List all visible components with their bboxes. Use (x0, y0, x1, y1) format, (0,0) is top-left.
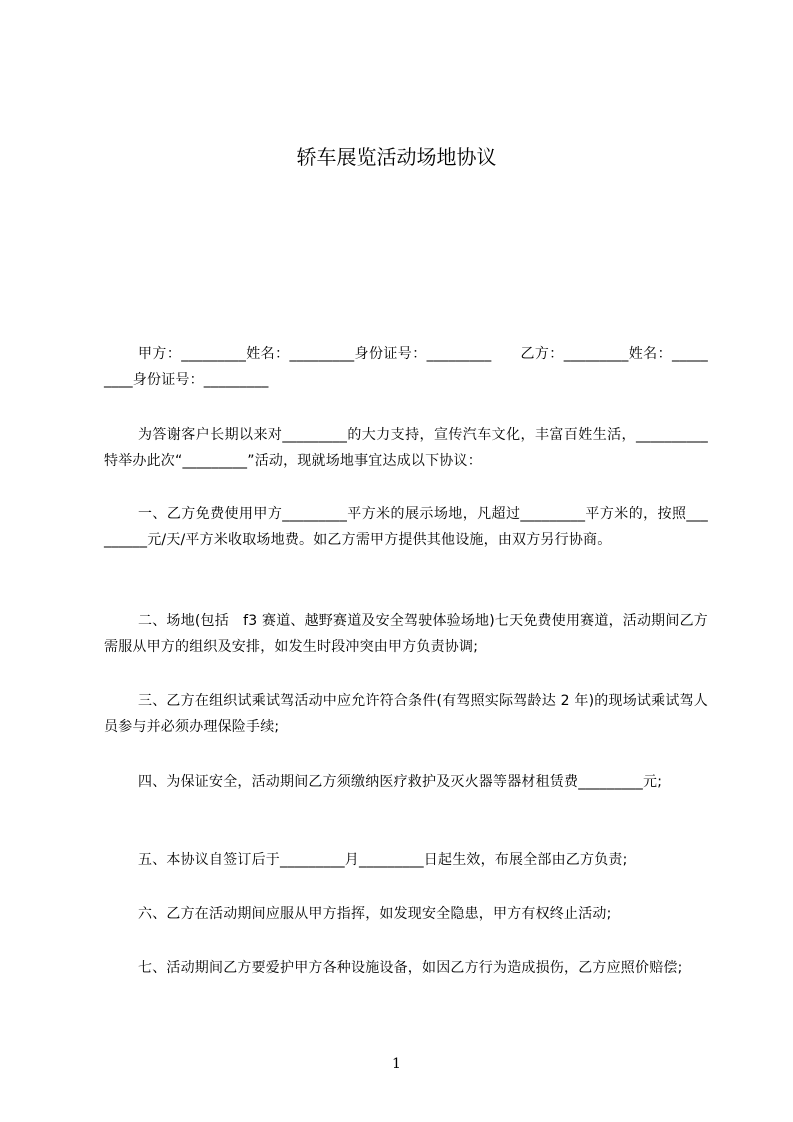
page-number: 1 (392, 1056, 401, 1072)
document-title: 轿车展览活动场地协议 (296, 145, 497, 169)
parties-paragraph: 甲方：_________姓名：_________身份证号：_________ 乙方：_________姓名：_________身份证号：_________ (104, 346, 708, 388)
clause-1-paragraph: 一、乙方免费使用甲方_________平方米的展示场地，凡超过_________平方米的，按照_________元/天/平方米收取场地费。如乙方需甲方提供其他设施，由双方另行协商。 (104, 506, 708, 548)
clause-2-paragraph: 二、场地(包括 f3 赛道、越野赛道及安全驾驶体验场地)七天免费使用赛道，活动期间乙方需服从甲方的组织及安排，如发生时段冲突由甲方负责协调; (104, 613, 708, 655)
clause-7-paragraph: 七、活动期间乙方要爱护甲方各种设施设备，如因乙方行为造成损伤，乙方应照价赔偿; (138, 960, 683, 976)
clause-3-paragraph: 三、乙方在组织试乘试驾活动中应允许符合条件(有驾照实际驾龄达 2 年)的现场试乘试驾人员参与并必须办理保险手续; (104, 693, 708, 735)
clause-6-paragraph: 六、乙方在活动期间应服从甲方指挥，如发现安全隐患，甲方有权终止活动; (138, 906, 612, 922)
intro-paragraph: 为答谢客户长期以来对_________的大力支持，宣传汽车文化，丰富百姓生活，__________特举办此次“_________”活动，现就场地事宜达成以下协议： (104, 427, 708, 469)
clause-4-paragraph: 四、为保证安全，活动期间乙方须缴纳医疗救护及灭火器等器材租赁费_________元; (138, 774, 663, 790)
clause-5-paragraph: 五、本协议自签订后于_________月_________日起生效，布展全部由乙方负责; (138, 852, 628, 868)
